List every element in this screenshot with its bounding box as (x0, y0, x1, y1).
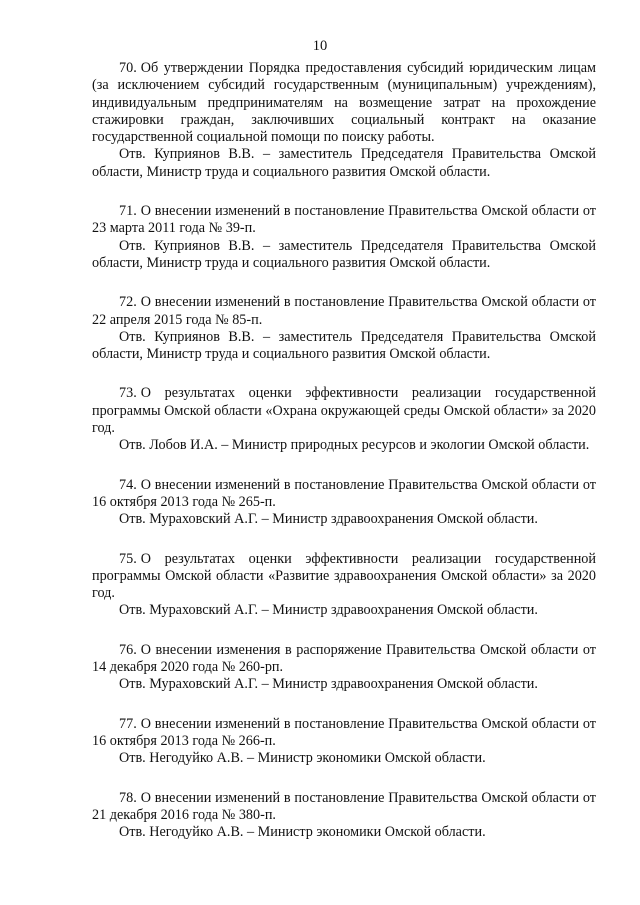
agenda-item-78 (92, 790, 596, 842)
agenda-item-number: 76. (119, 641, 137, 658)
agenda-list (92, 60, 596, 863)
agenda-item-76 (92, 642, 596, 694)
agenda-item-title (92, 551, 596, 603)
agenda-item-text: О внесении изменений в постановление Правительства Омской области от 21 декабря 2016 года № 380-п. (92, 789, 596, 823)
agenda-item-number: 77. (119, 715, 137, 732)
agenda-item-text: О внесении изменений в постановление Правительства Омской области от 16 октября 2013 года № 266-п. (92, 715, 596, 749)
agenda-item-number: 70. (119, 60, 137, 76)
agenda-item-title (92, 790, 596, 825)
agenda-item-responsible: Отв. Куприянов В.В. – заместитель Председателя Правительства Омской области, Министр труда и социального развития Омской области. (92, 237, 596, 271)
agenda-item-75 (92, 551, 596, 620)
agenda-item-number: 71. (119, 203, 137, 220)
agenda-item-responsible: Отв. Лобов И.А. – Министр природных ресурсов и экологии Омской области. (119, 437, 590, 454)
agenda-item-72 (92, 294, 596, 363)
agenda-item-number: 75. (119, 550, 137, 567)
agenda-item-text: О внесении изменений в постановление Правительства Омской области от 22 апреля 2015 года № 85-п. (92, 294, 596, 328)
agenda-item-responsible: Отв. Негодуйко А.В. – Министр экономики Омской области. (119, 824, 486, 841)
agenda-item-number: 74. (119, 476, 137, 493)
agenda-item-responsible: Отв. Мураховский А.Г. – Министр здравоохранения Омской области. (119, 602, 538, 619)
agenda-item-74 (92, 477, 596, 529)
agenda-item-text: О внесении изменений в постановление Правительства Омской области от 16 октября 2013 года № 265-п. (92, 476, 596, 510)
agenda-item-title (92, 716, 596, 751)
agenda-item-responsible: Отв. Куприянов В.В. – заместитель Председателя Правительства Омской области, Министр труда и социального развития Омской области. (92, 146, 596, 180)
agenda-item-responsible: Отв. Куприянов В.В. – заместитель Председателя Правительства Омской области, Министр труда и социального развития Омской области. (92, 328, 596, 363)
agenda-item-text: О результатах оценки эффективности реализации государственной программы Омской области «Охрана окружающей среды Омской области» за 2020 год. (92, 385, 596, 437)
agenda-item-text: О внесении изменений в постановление Правительства Омской области от 23 марта 2011 года № 39-п. (92, 203, 596, 237)
agenda-item-71 (92, 203, 596, 272)
agenda-item-responsible: Отв. Мураховский А.Г. – Министр здравоохранения Омской области. (119, 676, 538, 693)
agenda-item-title (92, 477, 596, 512)
agenda-item-responsible: Отв. Негодуйко А.В. – Министр экономики Омской области. (119, 750, 486, 767)
agenda-item-title (92, 385, 596, 437)
agenda-item-number: 73. (119, 385, 137, 402)
agenda-item-number: 72. (119, 294, 137, 311)
agenda-item-text: О результатах оценки эффективности реализации государственной программы Омской области «Развитие здравоохранения Омской области» за 2020 год. (92, 550, 596, 602)
agenda-item-70 (92, 60, 596, 181)
agenda-item-73 (92, 385, 596, 454)
agenda-item-77 (92, 716, 596, 768)
agenda-item-text: Об утверждении Порядка предоставления субсидий юридическим лицам (за исключением субсидий государственным (муниципальным) учреждениям), индивидуальным предпринимателям на возмещение затрат на прохождение стажировки граждан, заключивших социальный контракт на оказание государственной социальной помощи по поиску работы. (92, 60, 596, 146)
page-number: 10 (312, 38, 328, 54)
agenda-item-responsible: Отв. Мураховский А.Г. – Министр здравоохранения Омской области. (119, 511, 538, 528)
agenda-item-title (92, 203, 596, 238)
agenda-item-number: 78. (119, 789, 137, 806)
agenda-item-title (92, 60, 596, 146)
agenda-item-text: О внесении изменения в распоряжение Правительства Омской области от 14 декабря 2020 года № 260-рп. (92, 641, 596, 676)
agenda-item-title (92, 642, 596, 677)
agenda-item-title (92, 294, 596, 329)
